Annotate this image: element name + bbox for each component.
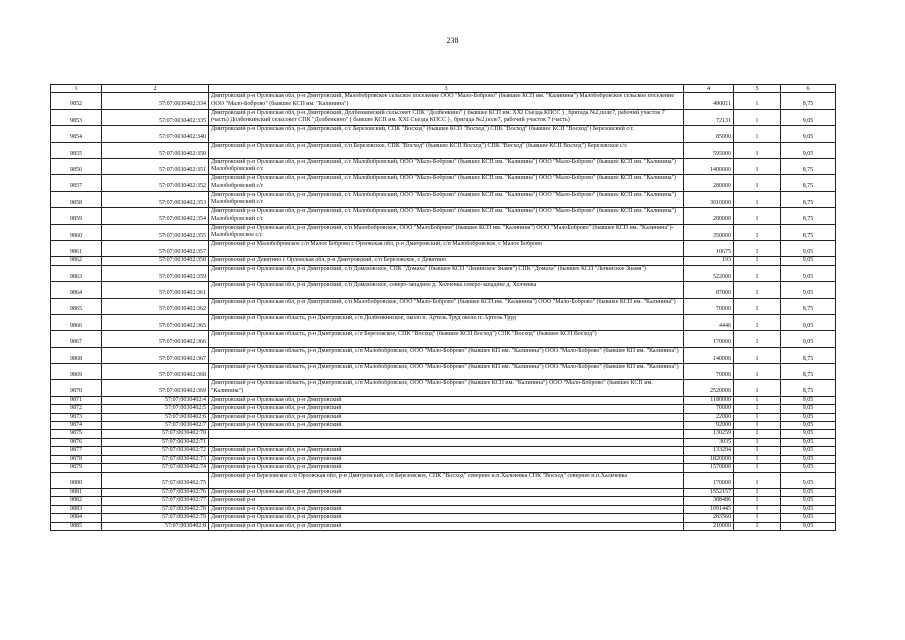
address-cell: Дмитровский р-н Орловская обл, р-н Дмитровский, с/п Домаховское, северо-западнее д. Холчевка северо-западнее д. Холчевка (209, 282, 684, 298)
rate-cell: 9,05 (781, 396, 836, 404)
address-cell: Дмитровский р-н Орловская обл, р-н Дмитровский, с/с Малобобровский, ООО "Мало-Боброво" (бывшее КСП им. "Калинина") ООО "Мало-Боброво" (бывшее КСП им. "Калинина") Малобобровский с/с (209, 208, 684, 224)
share-cell: 1 (734, 514, 781, 522)
share-cell: 1 (734, 522, 781, 530)
area-cell: 2520000 (684, 380, 734, 396)
cadastral-number-cell: 57:07:0030402:359 (102, 265, 209, 281)
cadastral-number-cell: 57:07:0030402:6 (102, 413, 209, 421)
row-number-cell: 9880 (51, 472, 102, 488)
address-cell: Дмитровский р-н (209, 497, 684, 505)
area-cell: 280000 (684, 208, 734, 224)
cadastral-number-cell: 57:07:0030402:77 (102, 497, 209, 505)
area-cell: 1552157 (684, 488, 734, 496)
address-cell: Дмитровский р-н Орловская область, р-н Дмитровский, с/п Малобобровское, ООО "Мало-Боброво" (бывшее КП им. "Калинина") ООО "Мало-Боброво" (бывшее КП им. "Калинина") (209, 364, 684, 380)
address-cell: Дмитровский р-н Орловская обл, р-н Дмитровский, с/с Малобобровский, ООО "Мало-Боброво" (бывшее КСП им. "Калинина") ООО "Мало-Боброво" (бывшее КСП им. "Калинина") Малобобровский с/с (209, 175, 684, 191)
share-cell: 1 (734, 505, 781, 513)
area-cell: 4446 (684, 314, 734, 330)
share-cell: 1 (734, 438, 781, 446)
area-cell: 130259 (684, 430, 734, 438)
rate-cell: 9,05 (781, 522, 836, 530)
address-cell: Дмитровский р-н Орловская область, р-н Дмитровский, с/п Малобобровское, ООО "Мало-Боброво" (бывшее КП им. "Калинина") ООО "Мало-Боброво" (бывшее КП им. "Калинина") (209, 347, 684, 363)
cadastral-number-cell: 57:07:0030402:8 (102, 522, 209, 530)
address-cell: Дмитровский р-н Орловская обл, р-н Дмитровский, с/с Малобобровский, ООО "Мало-Боброво" (бывшее КСП им. "Калинина") ООО "Мало-Боброво" (бывшее КСП им. "Калинина") Малобобровский с/с (209, 158, 684, 174)
row-number-cell: 9874 (51, 422, 102, 430)
rate-cell: 9,05 (781, 142, 836, 158)
cadastral-number-cell: 57:07:0030402:75 (102, 472, 209, 488)
share-cell: 1 (734, 282, 781, 298)
table-row (51, 175, 836, 191)
cadastral-number-cell: 57:07:0030402:355 (102, 224, 209, 240)
table-row (51, 422, 836, 430)
rate-cell: 9,05 (781, 257, 836, 265)
share-cell: 1 (734, 380, 781, 396)
table-row (51, 455, 836, 463)
area-cell: 1180000 (684, 396, 734, 404)
header-cell: 6 (781, 85, 836, 93)
table-row (51, 191, 836, 207)
cadastral-number-cell: 57:07:0030402:354 (102, 208, 209, 224)
cadastral-number-cell: 57:07:0030402:350 (102, 142, 209, 158)
rate-cell: 9,05 (781, 438, 836, 446)
share-cell: 1 (734, 364, 781, 380)
cadastral-number-cell: 57:07:0030402:367 (102, 347, 209, 363)
area-cell: 85000 (684, 126, 734, 142)
header-row (51, 85, 836, 93)
row-number-cell: 9883 (51, 505, 102, 513)
row-number-cell: 9877 (51, 447, 102, 455)
rate-cell: 9,05 (781, 265, 836, 281)
cadastral-number-cell: 57:07:0030402:365 (102, 314, 209, 330)
rate-cell: 9,05 (781, 455, 836, 463)
row-number-cell: 9867 (51, 331, 102, 347)
table-row (51, 514, 836, 522)
row-number-cell: 9868 (51, 347, 102, 363)
row-number-cell: 9881 (51, 488, 102, 496)
row-number-cell: 9861 (51, 240, 102, 256)
cadastral-number-cell: 57:07:0030402:353 (102, 191, 209, 207)
address-cell (209, 438, 684, 446)
area-cell: 388486 (684, 497, 734, 505)
cadastral-number-cell: 57:07:0030402:70 (102, 430, 209, 438)
table-row (51, 405, 836, 413)
area-cell: 10675 (684, 240, 734, 256)
area-cell: 283560 (684, 514, 734, 522)
cadastral-number-cell: 57:07:0030402:72 (102, 447, 209, 455)
header-cell: 1 (51, 85, 102, 93)
address-cell: Дмитровский р-н Орловская обл, р-н Дмитровский (209, 396, 684, 404)
share-cell: 1 (734, 430, 781, 438)
table-row (51, 438, 836, 446)
address-cell: Дмитровский р-н Орловская обл, р-н Дмитровский (209, 464, 684, 472)
area-cell: 72131 (684, 109, 734, 125)
address-cell: Дмитровский р-н Орловская обл, р-н Дмитровский (209, 455, 684, 463)
address-cell: Дмитровский р-н Орловская обл, р-н Дмитровский, с/п Домаховское, СПК "Домаха" (бывшее КСП "Ленинское Знамя") СПК "Домаха" (бывшее КСП "Ленинское Знамя") (209, 265, 684, 281)
table-row (51, 347, 836, 363)
area-cell: 140000 (684, 347, 734, 363)
cadastral-number-cell: 57:07:0030402:5 (102, 405, 209, 413)
row-number-cell: 9878 (51, 455, 102, 463)
table-row (51, 158, 836, 174)
share-cell: 1 (734, 331, 781, 347)
cadastral-number-cell: 57:07:0030402:7 (102, 422, 209, 430)
cadastral-number-cell: 57:07:0030402:352 (102, 175, 209, 191)
table-row (51, 282, 836, 298)
share-cell: 1 (734, 208, 781, 224)
area-cell: 70000 (684, 364, 734, 380)
address-cell: Дмитровский р-н Орловская обл, р-н Дмитровский, Малобобровское сельское поселение ООО "Мало-Боброво" (бывшее КСП им. "Калинина") Малобобровское сельское поселение ООО "Мало-Боброво" (бывшее КСП им. "Калинина") (209, 93, 684, 109)
table-row (51, 364, 836, 380)
row-number-cell: 9854 (51, 126, 102, 142)
area-cell: 1820000 (684, 455, 734, 463)
area-cell: 170000 (684, 331, 734, 347)
registry-table (50, 84, 836, 531)
row-number-cell: 9857 (51, 175, 102, 191)
row-number-cell: 9866 (51, 314, 102, 330)
page-number: 238 (446, 36, 459, 45)
area-cell: 92000 (684, 422, 734, 430)
row-number-cell: 9882 (51, 497, 102, 505)
rate-cell: 9,05 (781, 405, 836, 413)
address-cell: Дмитровский р-н Орловская обл, р-н Дмитровский (209, 405, 684, 413)
rate-cell: 9,05 (781, 109, 836, 125)
cadastral-number-cell: 57:07:0030402:369 (102, 380, 209, 396)
address-cell: Дмитровский р-н Орловская обл, р-н Дмитровский, с/с Березовский, СПК "Восход" (бывшее КСП "Восход") СПК "Восход" (бывшее КСП "Восход") Березовский с/с (209, 126, 684, 142)
rate-cell: 8,75 (781, 364, 836, 380)
share-cell: 1 (734, 488, 781, 496)
rate-cell: 8,75 (781, 158, 836, 174)
area-cell: 522000 (684, 265, 734, 281)
row-number-cell: 9858 (51, 191, 102, 207)
share-cell: 1 (734, 224, 781, 240)
rate-cell: 9,05 (781, 464, 836, 472)
table-row (51, 472, 836, 488)
cadastral-number-cell: 57:07:0030402:357 (102, 240, 209, 256)
table-row (51, 257, 836, 265)
rate-cell: 8,75 (781, 380, 836, 396)
area-cell: 22000 (684, 413, 734, 421)
header-cell: 3 (209, 85, 684, 93)
share-cell: 1 (734, 447, 781, 455)
share-cell: 1 (734, 396, 781, 404)
address-cell: Дмитровский р-н Березовское с/п Орловская обл, р-н Дмитровский, с/п Березовское, СПК "Восход" севернее н.п.Хальчевка СПК "Восход" севернее н.п.Хальчевка (209, 472, 684, 488)
address-cell: Дмитровский р-н Малобобровское с/п Малое Боброво с Орловская обл, р-н Дмитровский, с/п Малобобровское, с Малое Боброво (209, 240, 684, 256)
area-cell: 1570000 (684, 464, 734, 472)
address-cell: Дмитровский р-н Орловская обл, р-н Дмитровский (209, 488, 684, 496)
area-cell: 490011 (684, 93, 734, 109)
row-number-cell: 9859 (51, 208, 102, 224)
share-cell: 1 (734, 126, 781, 142)
share-cell: 1 (734, 109, 781, 125)
cadastral-number-cell: 57:07:0030402:74 (102, 464, 209, 472)
cadastral-number-cell: 57:07:0030402:73 (102, 455, 209, 463)
area-cell: 3035 (684, 438, 734, 446)
table-row (51, 447, 836, 455)
table-row (51, 522, 836, 530)
cadastral-number-cell: 57:07:0030402:335 (102, 109, 209, 125)
share-cell: 1 (734, 158, 781, 174)
row-number-cell: 9869 (51, 364, 102, 380)
row-number-cell: 9879 (51, 464, 102, 472)
area-cell: 87000 (684, 282, 734, 298)
address-cell: Дмитровский р-н Орловская область, р-н Дмитровский, с/п Долбенкинское, около п. Артель Труд около п. Артель Труд (209, 314, 684, 330)
cadastral-number-cell: 57:07:0030402:362 (102, 298, 209, 314)
share-cell: 1 (734, 455, 781, 463)
table-row (51, 497, 836, 505)
share-cell: 1 (734, 265, 781, 281)
row-number-cell: 9871 (51, 396, 102, 404)
address-cell: Дмитровский р-н Орловская обл, р-н Дмитровский (209, 514, 684, 522)
area-cell: 3010000 (684, 191, 734, 207)
rate-cell: 9,05 (781, 240, 836, 256)
cadastral-number-cell: 57:07:0030402:334 (102, 93, 209, 109)
table-row (51, 396, 836, 404)
header-cell: 5 (734, 85, 781, 93)
rate-cell: 9,05 (781, 430, 836, 438)
rate-cell: 9,05 (781, 413, 836, 421)
address-cell: Дмитровский р-н Орловская обл, р-н Дмитровский, с/п Малобобровское, ООО "Мало-Боброво" (бывшее КСП им. "Калинина") ООО "Мало-Боброво" (бывшее КСП им. "Калинина") (209, 298, 684, 314)
rate-cell: 8,75 (781, 224, 836, 240)
address-cell: Дмитровский р-н Орловская область, р-н Дмитровский, с/п Малобобровское, ООО "Мало-Боброво" (бывшее КСП им. "Калинина") ООО "Мало-Боброво" (бывшее КСП им. "Калинина") (209, 380, 684, 396)
share-cell: 1 (734, 93, 781, 109)
area-cell: 350000 (684, 224, 734, 240)
address-cell: Дмитровский р-н Орловская обл, р-н Дмитровский (209, 422, 684, 430)
rate-cell: 8,75 (781, 191, 836, 207)
table-row (51, 240, 836, 256)
table-row (51, 265, 836, 281)
cadastral-number-cell: 57:07:0030402:78 (102, 505, 209, 513)
table-row (51, 464, 836, 472)
row-number-cell: 9860 (51, 224, 102, 240)
share-cell: 1 (734, 240, 781, 256)
row-number-cell: 9872 (51, 405, 102, 413)
share-cell: 1 (734, 257, 781, 265)
row-number-cell: 9876 (51, 438, 102, 446)
cadastral-number-cell: 57:07:0030402:71 (102, 438, 209, 446)
table-row (51, 331, 836, 347)
share-cell: 1 (734, 298, 781, 314)
address-cell: Дмитровский р-н Орловская обл, р-н Дмитровский, с/с Малобобровский, ООО "Мало-Боброво" (бывшее КСП им. "Калинина") ООО "Мало-Боброво" (бывшее КСП им. "Калинина") Малобобровский с/с (209, 191, 684, 207)
share-cell: 1 (734, 422, 781, 430)
area-cell: 133294 (684, 447, 734, 455)
table-row (51, 126, 836, 142)
area-cell: 70000 (684, 298, 734, 314)
table-row (51, 93, 836, 109)
share-cell: 1 (734, 413, 781, 421)
rate-cell: 8,75 (781, 347, 836, 363)
cadastral-number-cell: 57:07:0030402:368 (102, 364, 209, 380)
address-cell: Дмитровский р-н Орловская обл, р-н Дмитровский (209, 522, 684, 530)
rate-cell: 9,05 (781, 497, 836, 505)
rate-cell: 9,05 (781, 422, 836, 430)
row-number-cell: 9863 (51, 265, 102, 281)
rate-cell: 9,05 (781, 505, 836, 513)
rate-cell: 9,05 (781, 447, 836, 455)
row-number-cell: 9873 (51, 413, 102, 421)
table-row (51, 142, 836, 158)
share-cell: 1 (734, 464, 781, 472)
address-cell: Дмитровский р-н Орловская область, р-н Дмитровский, с/п Березовское, СПК "Восход" (бывшее КСП Восход") СПК "Восход" (бывшее КСП Восход") (209, 331, 684, 347)
share-cell: 1 (734, 405, 781, 413)
table-row (51, 413, 836, 421)
area-cell: 210000 (684, 522, 734, 530)
address-cell: Дмитровский р-н Орловская обл, р-н Дмитровский (209, 447, 684, 455)
table-row (51, 430, 836, 438)
row-number-cell: 9864 (51, 282, 102, 298)
rate-cell: 8,75 (781, 175, 836, 191)
row-number-cell: 9885 (51, 522, 102, 530)
address-cell: Дмитровский р-н Орловская обл, р-н Дмитровский, с/п Малобобровское, ООО "МалоБоброво" (бывшее КСП им. "Калинина") ООО "МалоБоброво" (бывшее КСП им. "Калинина")-Малобобровское с/с (209, 224, 684, 240)
cadastral-number-cell: 57:07:0030402:366 (102, 331, 209, 347)
row-number-cell: 9856 (51, 158, 102, 174)
area-cell: 1400000 (684, 158, 734, 174)
area-cell: 595000 (684, 142, 734, 158)
area-cell: 70000 (684, 405, 734, 413)
rate-cell: 8,75 (781, 93, 836, 109)
row-number-cell: 9875 (51, 430, 102, 438)
rate-cell: 9,05 (781, 314, 836, 330)
table-row (51, 314, 836, 330)
cadastral-number-cell: 57:07:0030402:358 (102, 257, 209, 265)
rate-cell: 8,75 (781, 208, 836, 224)
row-number-cell: 9862 (51, 257, 102, 265)
cadastral-number-cell: 57:07:0030402:340 (102, 126, 209, 142)
cadastral-number-cell: 57:07:0030402:361 (102, 282, 209, 298)
rate-cell: 9,05 (781, 282, 836, 298)
row-number-cell: 9870 (51, 380, 102, 396)
row-number-cell: 9865 (51, 298, 102, 314)
table-row (51, 109, 836, 125)
rate-cell: 9,05 (781, 488, 836, 496)
address-cell: Дмитровский р-н Орловская обл, р-н Дмитровский (209, 505, 684, 513)
table-row (51, 224, 836, 240)
row-number-cell: 9852 (51, 93, 102, 109)
share-cell: 1 (734, 175, 781, 191)
share-cell: 1 (734, 497, 781, 505)
share-cell: 1 (734, 472, 781, 488)
row-number-cell: 9853 (51, 109, 102, 125)
rate-cell: 9,05 (781, 514, 836, 522)
address-cell: Дмитровский р-н Орловская обл, р-н Дмитровский, с/п Березовское, СПК "Восход" (бывшее КСП Восход") СПК "Восход" (бывшее КСП Восход") Березовское с/с (209, 142, 684, 158)
address-cell: Дмитровский р-н Девятино с Орловская обл, р-н Дмитровский, с/п Березовское, с Девятино (209, 257, 684, 265)
address-cell: Дмитровский р-н Орловская обл, р-н Дмитровский (209, 413, 684, 421)
rate-cell: 9,05 (781, 126, 836, 142)
rate-cell: 8,75 (781, 298, 836, 314)
share-cell: 1 (734, 191, 781, 207)
share-cell: 1 (734, 314, 781, 330)
header-cell: 2 (102, 85, 209, 93)
table-row (51, 505, 836, 513)
registry-table-body (51, 85, 836, 531)
table-row (51, 488, 836, 496)
rate-cell: 9,05 (781, 331, 836, 347)
area-cell: 193 (684, 257, 734, 265)
cadastral-number-cell: 57:07:0030402:79 (102, 514, 209, 522)
cadastral-number-cell: 57:07:0030402:76 (102, 488, 209, 496)
area-cell: 280000 (684, 175, 734, 191)
row-number-cell: 9884 (51, 514, 102, 522)
area-cell: 1091445 (684, 505, 734, 513)
header-cell: 4 (684, 85, 734, 93)
cadastral-number-cell: 57:07:0030402:4 (102, 396, 209, 404)
row-number-cell: 9855 (51, 142, 102, 158)
table-row (51, 298, 836, 314)
table-row (51, 208, 836, 224)
share-cell: 1 (734, 142, 781, 158)
cadastral-number-cell: 57:07:0030402:351 (102, 158, 209, 174)
rate-cell: 9,05 (781, 472, 836, 488)
table-row (51, 380, 836, 396)
address-cell (209, 430, 684, 438)
address-cell: Дмитровский р-н Орловская обл, р-н Дмитровский, Долбенкинский сельсовет СПК "Долбенкино" ( бывшее КСП им. XXI Съезда КПСС ) , бригада №2,поле7, рабочий участок 7 (часть) Долбенкинский сельсовет СПК "Долбенкино" ( бывшее КСП им. XXI Съезда КПСС ) , бригада №2,поле7, рабочий участок 7 (часть) (209, 109, 684, 125)
share-cell: 1 (734, 347, 781, 363)
area-cell: 170000 (684, 472, 734, 488)
